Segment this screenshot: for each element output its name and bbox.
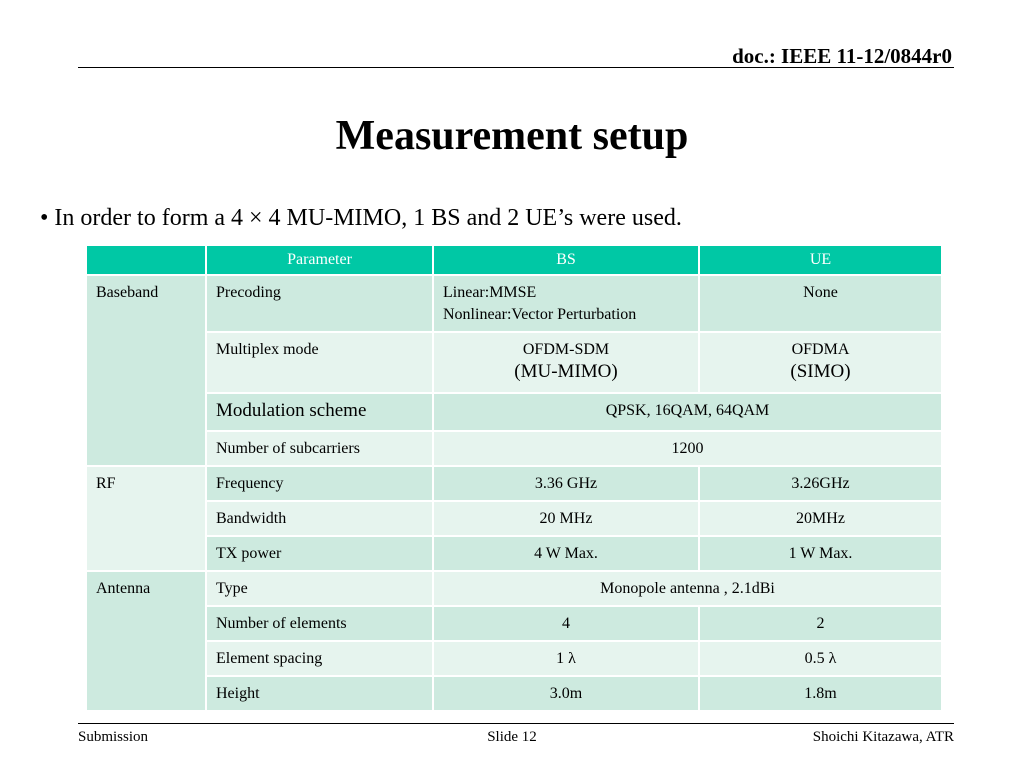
bs-precoding-line1: Linear:MMSE [443,284,537,301]
param-tx-power: TX power [206,536,433,571]
bs-frequency: 3.36 GHz [433,466,699,501]
ue-precoding: None [699,275,942,332]
footer-divider [78,723,954,724]
header-divider [78,67,954,68]
ue-multiplex-line1: OFDMA [791,341,850,358]
ue-element-spacing: 0.5 λ [699,641,942,676]
ue-bandwidth: 20MHz [699,501,942,536]
param-multiplex-mode: Multiplex mode [206,332,433,393]
bs-element-spacing: 1 λ [433,641,699,676]
header-parameter: Parameter [206,245,433,275]
footer-submission: Submission [78,729,149,745]
param-modulation-scheme: Modulation scheme [206,393,433,431]
bs-precoding [433,275,699,332]
category-baseband: Baseband [86,275,206,466]
category-rf: RF [86,466,206,571]
bs-height: 3.0m [433,676,699,711]
param-bandwidth: Bandwidth [206,501,433,536]
bullet-text: In order to form a 4 × 4 MU-MIMO, 1 BS and 2 UE’s were used. [54,205,682,231]
slide-title: Measurement setup [335,113,689,159]
value-antenna-type: Monopole antenna , 2.1dBi [433,571,942,606]
param-number-of-elements: Number of elements [206,606,433,641]
ue-multiplex-line2: (SIMO) [790,361,851,382]
ue-frequency: 3.26GHz [699,466,942,501]
param-type: Type [206,571,433,606]
bs-multiplex-line2: (MU-MIMO) [514,361,618,382]
measurement-parameters-table [85,244,943,712]
table-row [86,571,942,606]
bs-tx-power: 4 W Max. [433,536,699,571]
table-row [86,641,942,676]
table-header-row [86,245,942,275]
bs-multiplex-mode [433,332,699,393]
value-modulation-scheme: QPSK, 16QAM, 64QAM [433,393,942,431]
table-row [86,606,942,641]
param-height: Height [206,676,433,711]
footer-slide-number: Slide 12 [487,729,537,745]
table-row [86,393,942,431]
table-row [86,275,942,332]
bs-number-of-elements: 4 [433,606,699,641]
param-frequency: Frequency [206,466,433,501]
header-bs: BS [433,245,699,275]
param-number-of-subcarriers: Number of subcarriers [206,431,433,466]
table-row [86,501,942,536]
table-row [86,431,942,466]
ue-height: 1.8m [699,676,942,711]
footer-author: Shoichi Kitazawa, ATR [812,729,954,745]
table-row [86,332,942,393]
table-row [86,676,942,711]
param-precoding: Precoding [206,275,433,332]
param-element-spacing: Element spacing [206,641,433,676]
bullet-marker: • [40,205,49,231]
bullet-point [40,205,682,232]
ue-tx-power: 1 W Max. [699,536,942,571]
bs-precoding-line2: Nonlinear:Vector Perturbation [443,306,637,323]
header-ue: UE [699,245,942,275]
header-blank-cell [86,245,206,275]
document-id: doc.: IEEE 11-12/0844r0 [732,44,952,68]
category-antenna: Antenna [86,571,206,711]
bs-multiplex-line1: OFDM-SDM [522,341,610,358]
table-row [86,466,942,501]
ue-multiplex-mode [699,332,942,393]
table-row [86,536,942,571]
value-number-of-subcarriers: 1200 [433,431,942,466]
bs-bandwidth: 20 MHz [433,501,699,536]
ue-number-of-elements: 2 [699,606,942,641]
